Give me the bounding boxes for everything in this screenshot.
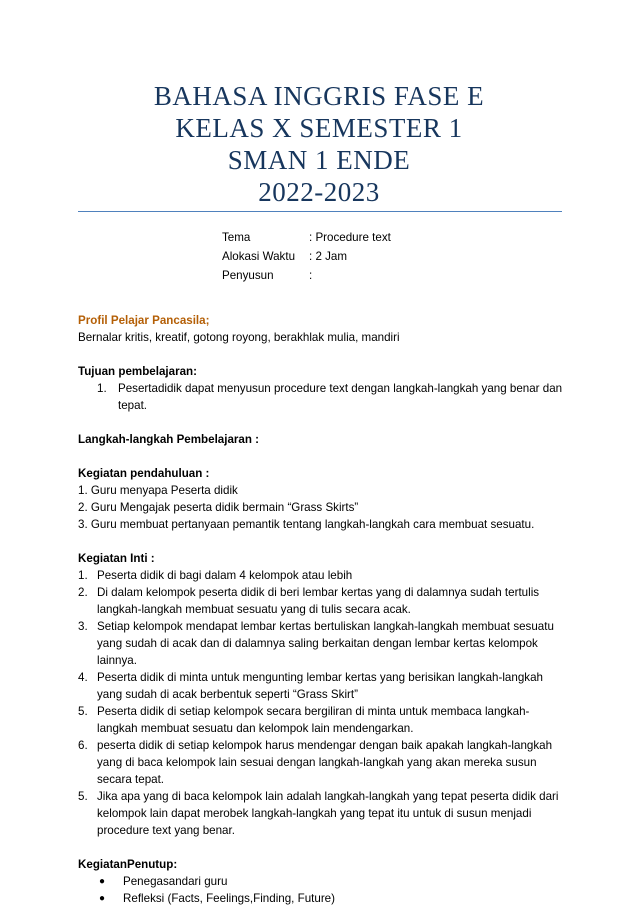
tujuan-item [78,380,568,414]
info-value: : 2 Jam [309,250,348,263]
inti-item [78,669,568,703]
penutup-heading: KegiatanPenutup: [78,858,178,871]
title-line-1: BAHASA INGGRIS FASE E [153,81,485,111]
info-row-tema [222,228,391,247]
item-text: Peserta didik di bagi dalam 4 kelompok atau lebih [97,569,353,582]
item-number: 5. [78,705,88,718]
info-value: : Procedure text [309,231,391,244]
pendahuluan-item: 3. Guru membuat pertanyaan pemantik tentang langkah-langkah cara membuat sesuatu. [78,518,535,531]
item-text: Jika apa yang di baca kelompok lain adalah langkah-langkah yang tepat peserta didik dari kelompok lain dapat merobek langkah-langkah yang tepat itu untuk di susun menjadi procedure text yang benar. [97,790,559,837]
inti-item [78,567,568,584]
title-line-4: 2022-2023 [258,177,380,207]
item-text: Di dalam kelompok peserta didik di beri lembar kertas yang di dalamnya sudah tertulis langkah-langkah membuat sesuatu yang di tulis secara acak. [97,586,540,616]
item-text: Penegasandari guru [123,875,228,888]
item-text: Pesertadidik dapat menyusun procedure text dengan langkah-langkah yang benar dan tepat. [118,382,563,412]
inti-heading: Kegiatan Inti : [78,552,155,565]
bullet-icon: ● [99,893,106,904]
item-text: Peserta didik di setiap kelompok secara bergiliran di minta untuk membaca langkah-langkah membuat sesuatu dan kelompok lain mendengarkan. [97,705,530,735]
info-label: Alokasi Waktu [222,250,296,263]
item-number: 1. [97,382,107,395]
info-label: Tema [222,231,251,244]
inti-item [78,618,568,669]
title-divider [78,211,562,212]
item-number: 5. [78,790,88,803]
pendahuluan-heading: Kegiatan pendahuluan : [78,467,210,480]
info-table [222,228,391,285]
title-line-2: KELAS X SEMESTER 1 [175,113,463,143]
inti-item [78,703,568,737]
pendahuluan-item: 2. Guru Mengajak peserta didik bermain “Grass Skirts” [78,501,359,514]
info-row-penyusun [222,266,391,285]
inti-item [78,584,568,618]
document-title [0,80,638,208]
bullet-icon: ● [99,876,106,887]
item-number: 2. [78,586,88,599]
item-number: 6. [78,739,88,752]
item-number: 4. [78,671,88,684]
pendahuluan-item: 1. Guru menyapa Peserta didik [78,484,238,497]
inti-item [78,788,568,839]
item-text: Setiap kelompok mendapat lembar kertas bertuliskan langkah-langkah membuat sesuatu yang sudah di acak dan di dalamnya saling berkaitan dengan lembar kertas kelompok lainnya. [97,620,554,667]
inti-item [78,737,568,788]
item-text: Refleksi (Facts, Feelings,Finding, Future) [123,892,335,905]
item-text: Peserta didik di minta untuk mengunting lembar kertas yang berisikan langkah-langkah yang sudah di acak berbentuk seperti “Grass Skirt” [97,671,543,701]
item-number: 3. [78,620,88,633]
profil-heading: Profil Pelajar Pancasila; [78,314,210,327]
info-label: Penyusun [222,269,274,282]
title-line-3: SMAN 1 ENDE [227,145,411,175]
penutup-item [78,873,568,890]
item-text: peserta didik di setiap kelompok harus mendengar dengan baik apakah langkah-langkah yang di baca kelompok lain sesuai dengan langkah-langkah yang akan mereka susun secara tepat. [97,739,553,786]
info-value: : [309,269,313,282]
profil-text: Bernalar kritis, kreatif, gotong royong, berakhlak mulia, mandiri [78,331,400,344]
tujuan-heading: Tujuan pembelajaran: [78,365,197,378]
penutup-item [78,890,568,907]
langkah-heading: Langkah-langkah Pembelajaran : [78,433,260,446]
document-body [78,312,568,907]
item-number: 1. [78,569,88,582]
info-row-alokasi-waktu [222,247,391,266]
